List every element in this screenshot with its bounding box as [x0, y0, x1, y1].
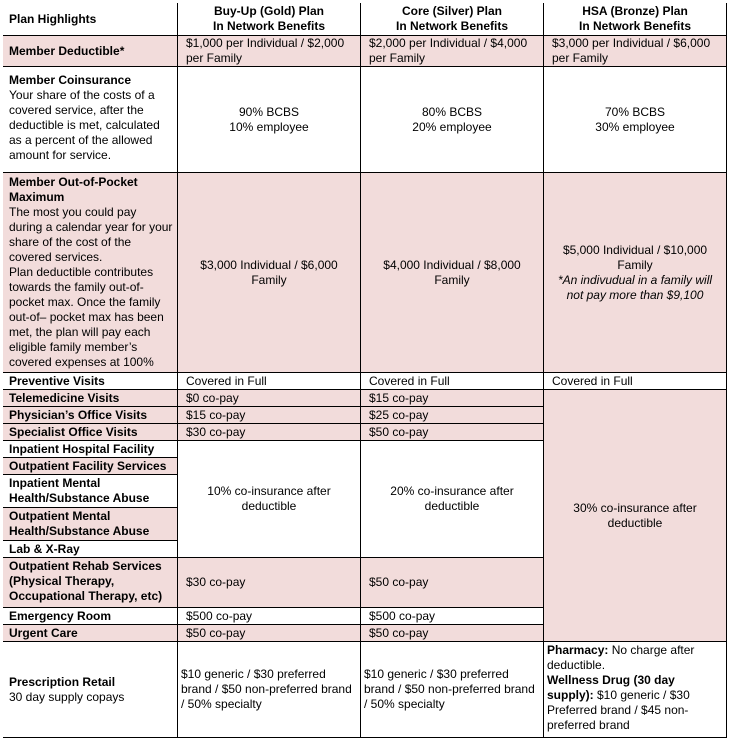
- gold-plan-sub: In Network Benefits: [212, 19, 326, 33]
- cell-bronze-coinsurance: [544, 67, 727, 173]
- outpatient-facility-label: Outpatient Facility Services: [9, 458, 167, 473]
- cell-silver-rehab: [361, 558, 544, 608]
- row-label-deductible: [3, 36, 178, 67]
- cell-gold-rehab: [178, 558, 361, 608]
- bronze-plan-name: HSA (Bronze) Plan: [582, 4, 688, 18]
- gold-physician-value: $15 co-pay: [186, 407, 246, 422]
- cell-silver-urgent: [361, 625, 544, 642]
- silver-oop-value: $4,000 Individual / $8,000 Family: [383, 257, 521, 287]
- cell-gold-specialist: [178, 424, 361, 441]
- oop-label: Member Out-of-Pocket Maximum: [9, 175, 138, 204]
- lab-label: Lab & X-Ray: [9, 541, 80, 556]
- oop-description-1: The most you could pay during a calendar year for your share of the cost of the covered services.: [9, 205, 173, 264]
- cell-gold-physician: [178, 407, 361, 424]
- cell-gold-er: [178, 608, 361, 625]
- coinsurance-description: Your share of the costs of a covered service, after the deductible is met, calculated as a percent of the allowed amount for service.: [9, 88, 160, 162]
- preventive-label: Preventive Visits: [9, 373, 105, 388]
- cell-gold-oop: [178, 173, 361, 373]
- er-label: Emergency Room: [9, 608, 112, 623]
- silver-specialist-value: $50 co-pay: [369, 424, 429, 439]
- rehab-label: Outpatient Rehab Services (Physical Therapy, Occupational Therapy, etc): [9, 559, 163, 603]
- row-label-oop: [3, 173, 178, 373]
- bronze-deductible-value: $3,000 per Individual / $6,000 per Family: [552, 36, 711, 65]
- cell-bronze-preventive: [544, 373, 727, 390]
- gold-preventive-value: Covered in Full: [186, 373, 267, 388]
- cell-gold-facility-merged: [178, 441, 361, 558]
- row-label-telemedicine: [3, 390, 178, 407]
- gold-coinsurance-employee: 10% employee: [229, 119, 309, 134]
- silver-coinsurance-bcbs: 80% BCBS: [421, 104, 483, 119]
- header-silver-plan: [361, 3, 544, 36]
- cell-bronze-rx: [544, 642, 727, 738]
- cell-silver-specialist: [361, 424, 544, 441]
- gold-rehab-value: $30 co-pay: [186, 575, 246, 589]
- header-label: Plan Highlights: [9, 11, 97, 26]
- cell-silver-facility-merged: [361, 441, 544, 558]
- deductible-label: Member Deductible*: [9, 43, 125, 58]
- bronze-plan-sub: In Network Benefits: [578, 19, 692, 33]
- cell-bronze-oop: [544, 173, 727, 373]
- row-label-coinsurance: [3, 67, 178, 173]
- inpatient-hospital-label: Inpatient Hospital Facility: [9, 441, 155, 456]
- cell-silver-rx: [361, 642, 544, 738]
- silver-preventive-value: Covered in Full: [369, 373, 450, 388]
- gold-specialist-value: $30 co-pay: [186, 424, 246, 439]
- bronze-merged-value: 30% co-insurance after deductible: [573, 500, 697, 530]
- bronze-pharmacy-label: Pharmacy:: [547, 643, 609, 657]
- bronze-wellness: [547, 673, 724, 733]
- cell-silver-telemedicine: [361, 390, 544, 407]
- row-label-urgent: [3, 625, 178, 642]
- bronze-coinsurance-bcbs: 70% BCBS: [604, 104, 666, 119]
- silver-facility-value: 20% co-insurance after deductible: [390, 484, 514, 513]
- row-label-outpatient-mh: [3, 508, 178, 541]
- bronze-coinsurance-employee: 30% employee: [595, 119, 675, 134]
- cell-silver-deductible: [361, 36, 544, 67]
- gold-telemedicine-value: $0 co-pay: [186, 390, 239, 405]
- cell-silver-physician: [361, 407, 544, 424]
- cell-silver-preventive: [361, 373, 544, 390]
- gold-urgent-value: $50 co-pay: [186, 625, 246, 640]
- bronze-pharmacy-value: No charge after deductible.: [547, 643, 695, 672]
- row-label-preventive: [3, 373, 178, 390]
- silver-er-value: $500 co-pay: [369, 608, 436, 623]
- gold-plan-name: Buy-Up (Gold) Plan: [214, 4, 324, 18]
- row-label-inpatient-mh: [3, 475, 178, 508]
- gold-coinsurance-bcbs: 90% BCBS: [238, 104, 300, 119]
- cell-gold-urgent: [178, 625, 361, 642]
- silver-rx-value: $10 generic / $30 preferred brand / $50 non-preferred brand / 50% specialty: [364, 667, 535, 711]
- cell-bronze-deductible: [544, 36, 727, 67]
- header-gold-plan: [178, 3, 361, 36]
- silver-physician-value: $25 co-pay: [369, 407, 429, 422]
- silver-rehab-value: $50 co-pay: [369, 575, 429, 589]
- row-label-outpatient-facility: [3, 458, 178, 475]
- inpatient-mh-label: Inpatient Mental Health/Substance Abuse: [9, 476, 150, 505]
- rx-label: Prescription Retail: [9, 674, 116, 689]
- row-label-specialist: [3, 424, 178, 441]
- oop-description-2: Plan deductible contributes towards the family out-of-pocket max. Once the family out-of– pocket max has been met, the plan will pay each eligible family member’s covered expenses at 100%: [9, 265, 164, 369]
- gold-deductible-value: $1,000 per Individual / $2,000 per Family: [186, 36, 345, 65]
- outpatient-mh-label: Outpatient Mental Health/Substance Abuse: [9, 509, 150, 538]
- cell-gold-telemedicine: [178, 390, 361, 407]
- gold-rx-value: $10 generic / $30 preferred brand / $50 non-preferred brand / 50% specialty: [181, 667, 352, 711]
- cell-gold-coinsurance: [178, 67, 361, 173]
- cell-silver-oop: [361, 173, 544, 373]
- header-bronze-plan: [544, 3, 727, 36]
- silver-coinsurance-employee: 20% employee: [412, 119, 492, 134]
- silver-plan-name: Core (Silver) Plan: [401, 4, 503, 18]
- cell-silver-er: [361, 608, 544, 625]
- silver-plan-sub: In Network Benefits: [395, 19, 509, 33]
- cell-gold-preventive: [178, 373, 361, 390]
- bronze-wellness-value: $10 generic / $30 Preferred brand / $45 non-preferred brand: [547, 688, 690, 732]
- cell-silver-coinsurance: [361, 67, 544, 173]
- silver-deductible-value: $2,000 per Individual / $4,000 per Family: [369, 36, 528, 65]
- silver-urgent-value: $50 co-pay: [369, 625, 429, 640]
- physician-label: Physician’s Office Visits: [9, 407, 148, 422]
- row-label-rehab: [3, 558, 178, 608]
- bronze-pharmacy: [547, 643, 724, 673]
- gold-facility-value: 10% co-insurance after deductible: [207, 484, 331, 513]
- header-plan-highlights: [3, 3, 178, 36]
- silver-telemedicine-value: $15 co-pay: [369, 390, 429, 405]
- gold-oop-value: $3,000 Individual / $6,000 Family: [200, 257, 338, 287]
- coinsurance-label: Member Coinsurance: [9, 73, 132, 87]
- bronze-oop-note: *An indivudual in a family will not pay more than $9,100: [557, 272, 713, 302]
- gold-er-value: $500 co-pay: [186, 608, 253, 623]
- bronze-wellness-label: Wellness Drug (30 day supply):: [547, 673, 675, 702]
- row-label-er: [3, 608, 178, 625]
- telemedicine-label: Telemedicine Visits: [9, 390, 120, 405]
- cell-gold-deductible: [178, 36, 361, 67]
- specialist-label: Specialist Office Visits: [9, 424, 138, 439]
- row-label-lab: [3, 541, 178, 558]
- cell-gold-rx: [178, 642, 361, 738]
- row-label-rx: [3, 642, 178, 738]
- row-label-inpatient-hospital: [3, 441, 178, 458]
- urgent-label: Urgent Care: [9, 625, 78, 640]
- bronze-preventive-value: Covered in Full: [552, 373, 633, 388]
- row-label-physician: [3, 407, 178, 424]
- rx-description: 30 day supply copays: [9, 689, 125, 704]
- bronze-oop-value: $5,000 Individual / $10,000 Family: [562, 242, 708, 272]
- cell-bronze-merged: [544, 390, 727, 642]
